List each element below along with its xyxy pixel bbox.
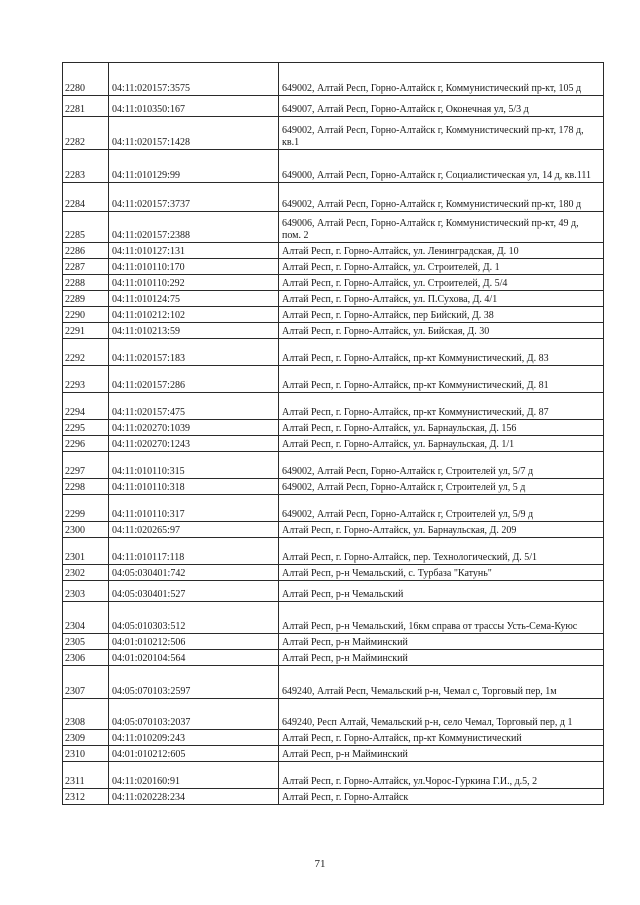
cadastral-number: 04:05:010303:512	[109, 602, 279, 634]
cadastral-number: 04:11:020160:91	[109, 762, 279, 789]
row-number: 2281	[63, 96, 109, 117]
table-row	[63, 650, 604, 666]
cadastral-number: 04:11:020157:3575	[109, 63, 279, 96]
address: Алтай Респ, р-н Майминский	[279, 634, 604, 650]
cadastral-number: 04:11:020157:2388	[109, 212, 279, 243]
cadastral-number: 04:01:010212:506	[109, 634, 279, 650]
address: Алтай Респ, р-н Чемальский	[279, 581, 604, 602]
row-number: 2285	[63, 212, 109, 243]
cadastral-number: 04:11:010124:75	[109, 291, 279, 307]
cadastral-number: 04:11:010110:170	[109, 259, 279, 275]
row-number: 2292	[63, 339, 109, 366]
page-number: 71	[314, 858, 326, 870]
address: Алтай Респ, г. Горно-Алтайск, ул. Бийская, Д. 30	[279, 323, 604, 339]
table-row	[63, 730, 604, 746]
row-number: 2295	[63, 420, 109, 436]
address: Алтай Респ, р-н Майминский	[279, 650, 604, 666]
row-number: 2296	[63, 436, 109, 452]
address: Алтай Респ, г. Горно-Алтайск, ул. Барнаульская, Д. 1/1	[279, 436, 604, 452]
table-row	[63, 150, 604, 183]
cadastral-number: 04:11:010110:318	[109, 479, 279, 495]
table-row	[63, 117, 604, 150]
address: 649002, Алтай Респ, Горно-Алтайск г, Коммунистический пр-кт, 178 д, кв.1	[279, 117, 604, 150]
row-number: 2305	[63, 634, 109, 650]
cadastral-number: 04:11:010209:243	[109, 730, 279, 746]
address: 649007, Алтай Респ, Горно-Алтайск г, Оконечная ул, 5/3 д	[279, 96, 604, 117]
address: Алтай Респ, г. Горно-Алтайск, ул. Барнаульская, Д. 156	[279, 420, 604, 436]
address: 649002, Алтай Респ, Горно-Алтайск г, Строителей ул, 5/7 д	[279, 452, 604, 479]
cadastral-number: 04:11:020157:475	[109, 393, 279, 420]
address: Алтай Респ, р-н Чемальский, с. Турбаза "Катунь"	[279, 565, 604, 581]
row-number: 2282	[63, 117, 109, 150]
row-number: 2309	[63, 730, 109, 746]
cadastral-number: 04:01:010212:605	[109, 746, 279, 762]
row-number: 2306	[63, 650, 109, 666]
row-number: 2286	[63, 243, 109, 259]
address: 649002, Алтай Респ, Горно-Алтайск г, Строителей ул, 5 д	[279, 479, 604, 495]
address: Алтай Респ, г. Горно-Алтайск	[279, 789, 604, 805]
cadastral-number: 04:11:020157:1428	[109, 117, 279, 150]
table-row	[63, 746, 604, 762]
address: Алтай Респ, г. Горно-Алтайск, пр-кт Коммунистический, Д. 83	[279, 339, 604, 366]
row-number: 2307	[63, 666, 109, 699]
address: Алтай Респ, р-н Чемальский, 16км справа от трассы Усть-Сема-Куюс	[279, 602, 604, 634]
table-row	[63, 366, 604, 393]
table-row	[63, 538, 604, 565]
table-row	[63, 212, 604, 243]
table-row	[63, 393, 604, 420]
cadastral-number: 04:05:070103:2597	[109, 666, 279, 699]
row-number: 2308	[63, 699, 109, 730]
row-number: 2284	[63, 183, 109, 212]
table-row	[63, 183, 604, 212]
cadastral-number: 04:11:010110:317	[109, 495, 279, 522]
table-row	[63, 63, 604, 96]
table-row	[63, 789, 604, 805]
table-row	[63, 96, 604, 117]
row-number: 2301	[63, 538, 109, 565]
row-number: 2300	[63, 522, 109, 538]
cadastral-number: 04:05:030401:527	[109, 581, 279, 602]
cadastral-number: 04:11:020265:97	[109, 522, 279, 538]
table-row	[63, 762, 604, 789]
address: 649240, Алтай Респ, Чемальский р-н, Чемал с, Торговый пер, 1м	[279, 666, 604, 699]
row-number: 2302	[63, 565, 109, 581]
table-row	[63, 275, 604, 291]
address: 649002, Алтай Респ, Горно-Алтайск г, Коммунистический пр-кт, 180 д	[279, 183, 604, 212]
row-number: 2311	[63, 762, 109, 789]
table-row	[63, 522, 604, 538]
cadastral-number: 04:11:020270:1243	[109, 436, 279, 452]
row-number: 2297	[63, 452, 109, 479]
address: 649006, Алтай Респ, Горно-Алтайск г, Коммунистический пр-кт, 49 д, пом. 2	[279, 212, 604, 243]
table-row	[63, 666, 604, 699]
row-number: 2288	[63, 275, 109, 291]
table-row	[63, 602, 604, 634]
table-row	[63, 479, 604, 495]
address: Алтай Респ, р-н Майминский	[279, 746, 604, 762]
row-number: 2294	[63, 393, 109, 420]
table-row	[63, 420, 604, 436]
row-number: 2289	[63, 291, 109, 307]
address: 649002, Алтай Респ, Горно-Алтайск г, Коммунистический пр-кт, 105 д	[279, 63, 604, 96]
address: Алтай Респ, г. Горно-Алтайск, пр-кт Коммунистический	[279, 730, 604, 746]
table-row	[63, 339, 604, 366]
row-number: 2303	[63, 581, 109, 602]
cadastral-number: 04:11:020228:234	[109, 789, 279, 805]
row-number: 2291	[63, 323, 109, 339]
cadastral-number: 04:11:020157:286	[109, 366, 279, 393]
row-number: 2290	[63, 307, 109, 323]
property-table	[62, 62, 604, 805]
row-number: 2299	[63, 495, 109, 522]
row-number: 2310	[63, 746, 109, 762]
row-number: 2304	[63, 602, 109, 634]
address: 649000, Алтай Респ, Горно-Алтайск г, Социалистическая ул, 14 д, кв.111	[279, 150, 604, 183]
cadastral-number: 04:11:020157:183	[109, 339, 279, 366]
table-body	[63, 63, 604, 805]
address: Алтай Респ, г. Горно-Алтайск, пр-кт Коммунистический, Д. 81	[279, 366, 604, 393]
row-number: 2283	[63, 150, 109, 183]
address: Алтай Респ, г. Горно-Алтайск, ул. Барнаульская, Д. 209	[279, 522, 604, 538]
cadastral-number: 04:11:010212:102	[109, 307, 279, 323]
cadastral-number: 04:11:010350:167	[109, 96, 279, 117]
table-row	[63, 436, 604, 452]
cadastral-number: 04:11:010110:292	[109, 275, 279, 291]
table-row	[63, 243, 604, 259]
table-row	[63, 291, 604, 307]
cadastral-number: 04:11:010129:99	[109, 150, 279, 183]
cadastral-number: 04:01:020104:564	[109, 650, 279, 666]
table-row	[63, 699, 604, 730]
cadastral-number: 04:11:020270:1039	[109, 420, 279, 436]
table-row	[63, 452, 604, 479]
table-row	[63, 495, 604, 522]
address: Алтай Респ, г. Горно-Алтайск, пр-кт Коммунистический, Д. 87	[279, 393, 604, 420]
table-row	[63, 581, 604, 602]
address: 649240, Респ Алтай, Чемальский р-н, село Чемал, Торговый пер, д 1	[279, 699, 604, 730]
address: Алтай Респ, г. Горно-Алтайск, ул. П.Сухова, Д. 4/1	[279, 291, 604, 307]
address: Алтай Респ, г. Горно-Алтайск, ул.Чорос-Гуркина Г.И., д.5, 2	[279, 762, 604, 789]
row-number: 2293	[63, 366, 109, 393]
address: Алтай Респ, г. Горно-Алтайск, ул. Строителей, Д. 1	[279, 259, 604, 275]
cadastral-number: 04:05:030401:742	[109, 565, 279, 581]
cadastral-number: 04:11:010110:315	[109, 452, 279, 479]
table-row	[63, 323, 604, 339]
row-number: 2298	[63, 479, 109, 495]
row-number: 2280	[63, 63, 109, 96]
cadastral-number: 04:11:020157:3737	[109, 183, 279, 212]
cadastral-number: 04:11:010127:131	[109, 243, 279, 259]
cadastral-number: 04:05:070103:2037	[109, 699, 279, 730]
row-number: 2287	[63, 259, 109, 275]
row-number: 2312	[63, 789, 109, 805]
table-row	[63, 307, 604, 323]
address: Алтай Респ, г. Горно-Алтайск, ул. Ленинградская, Д. 10	[279, 243, 604, 259]
address: Алтай Респ, г. Горно-Алтайск, пер Бийский, Д. 38	[279, 307, 604, 323]
table-row	[63, 634, 604, 650]
address: Алтай Респ, г. Горно-Алтайск, пер. Технологический, Д. 5/1	[279, 538, 604, 565]
table-row	[63, 565, 604, 581]
address: 649002, Алтай Респ, Горно-Алтайск г, Строителей ул, 5/9 д	[279, 495, 604, 522]
table-row	[63, 259, 604, 275]
address: Алтай Респ, г. Горно-Алтайск, ул. Строителей, Д. 5/4	[279, 275, 604, 291]
cadastral-number: 04:11:010117:118	[109, 538, 279, 565]
cadastral-number: 04:11:010213:59	[109, 323, 279, 339]
